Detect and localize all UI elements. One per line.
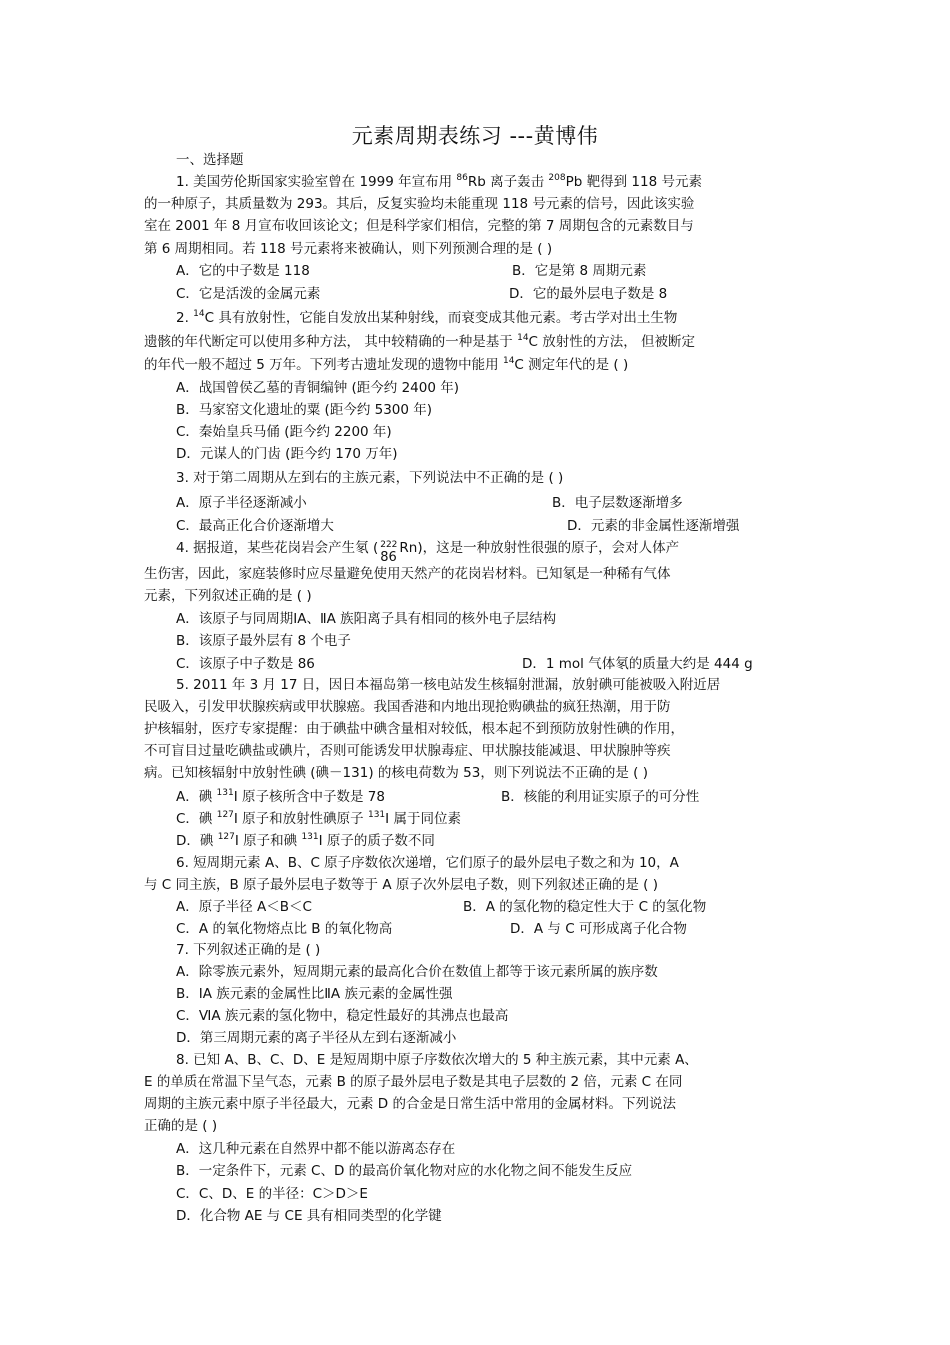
q6-line2: 与 C 同主族，B 原子最外层电子数等于 A 原子次外层电子数，则下列叙述正确的是 ( ) [144, 877, 658, 893]
page-title: 元素周期表练习 ---黄博伟 [351, 124, 599, 148]
q1-line4: 第 6 周期相同。若 118 号元素将来被确认，则下列预测合理的是 ( ) [144, 241, 553, 257]
q1-option-b: B．它是第 8 周期元素 [512, 263, 647, 279]
q5-option-d: D．碘 $^{127}$I 原子和碘 $^{131}$I 原子的质子数不同 [176, 832, 435, 849]
q8-line4: 正确的是 ( ) [144, 1118, 218, 1134]
q4-option-b: B．该原子最外层有 8 个电子 [176, 633, 351, 649]
q8-line3: 周期的主族元素中原子半径最大，元素 D 的合金是日常生活中常用的金属材料。下列说法 [144, 1096, 676, 1112]
q2-line3: 的年代一般不超过 5 万年。下列考古遗址发现的遗物中能用 $^{14}$C 测定年代的是 ( ) [144, 356, 629, 373]
q3-option-c: C．最高正化合价逐渐增大 [176, 518, 334, 534]
q3-line1: 3. 对于第二周期从左到右的主族元素，下列说法中不正确的是 ( ) [176, 470, 564, 486]
q5-option-b: B．核能的利用证实原子的可分性 [501, 789, 700, 805]
q7-option-a: A．除零族元素外，短周期元素的最高化合价在数值上都等于该元素所属的族序数 [176, 964, 658, 980]
q4-option-d: D．1 mol 气体氡的质量大约是 444 g [522, 656, 753, 672]
q1-line2: 的一种原子，其质量数为 293。其后，反复实验均未能重现 118 号元素的信号，因此该实验 [144, 196, 695, 212]
q2-line2: 遗骸的年代断定可以使用多种方法， 其中较精确的一种是基于 $^{14}$C 放射性的方法， 但被断定 [144, 333, 696, 350]
q1-option-d: D．它的最外层电子数是 8 [509, 286, 668, 302]
q6-option-b: B．A 的氢化物的稳定性大于 C 的氢化物 [463, 899, 707, 915]
q4-line3: 元素，下列叙述正确的是 ( ) [144, 588, 312, 604]
q4-option-a: A．该原子与同周期ⅠA、ⅡA 族阳离子具有相同的核外电子层结构 [176, 611, 557, 627]
q2-option-a: A．战国曾侯乙墓的青铜编钟 (距今约 2400 年) [176, 380, 459, 396]
q7-option-c: C．ⅥA 族元素的氢化物中，稳定性最好的其沸点也最高 [176, 1008, 509, 1024]
q5-option-c: C．碘 $^{127}$I 原子和放射性碘原子 $^{131}$I 属于同位素 [176, 810, 461, 827]
q1-line3: 室在 2001 年 8 月宣布收回该论文；但是科学家们相信，完整的第 7 周期包含的元素数目与 [144, 218, 694, 234]
q4-line2: 生伤害，因此，家庭装修时应尽量避免使用天然产的花岗岩材料。已知氡是一种稀有气体 [144, 566, 671, 582]
q8-option-c: C．C、D、E 的半径：C＞D＞E [176, 1186, 368, 1202]
q7-line1: 7. 下列叙述正确的是 ( ) [176, 942, 321, 958]
q4-line1: 4. 据报道，某些花岗岩会产生氡 ( 222 86 Rn)，这是一种放射性很强的原子，会对人体产 [176, 540, 680, 565]
q8-option-a: A．这几种元素在自然界中都不能以游离态存在 [176, 1141, 456, 1157]
q4-option-c: C．该原子中子数是 86 [176, 656, 315, 672]
q6-option-c: C．A 的氧化物熔点比 B 的氧化物高 [176, 921, 393, 937]
q5-line4: 不可盲目过量吃碘盐或碘片，否则可能诱发甲状腺毒症、甲状腺技能减退、甲状腺肿等疾 [144, 743, 671, 759]
radon-nuclide-notation: 222 86 [380, 540, 398, 565]
q7-option-d: D．第三周期元素的离子半径从左到右逐渐减小 [176, 1030, 457, 1046]
q2-option-b: B．马家窑文化遗址的粟 (距今约 5300 年) [176, 402, 433, 418]
q2-option-c: C．秦始皇兵马俑 (距今约 2200 年) [176, 424, 392, 440]
q3-option-b: B．电子层数逐渐增多 [552, 495, 683, 511]
q5-line2: 民吸入，引发甲状腺疾病或甲状腺癌。我国香港和内地出现抢购碘盐的疯狂热潮，用于防 [144, 699, 671, 715]
q7-option-b: B．ⅠA 族元素的金属性比ⅡA 族元素的金属性强 [176, 986, 453, 1002]
q8-line1: 8. 已知 A、B、C、D、E 是短周期中原子序数依次增大的 5 种主族元素，其中元素 A、 [176, 1052, 698, 1068]
q6-option-d: D．A 与 C 可形成离子化合物 [510, 921, 687, 937]
q1-line1: 1. 美国劳伦斯国家实验室曾在 1999 年宣布用 $^{86}$Rb 离子轰击 $^{208}$Pb 靶得到 118 号元素 [176, 173, 702, 190]
q5-line5: 病。已知核辐射中放射性碘 (碘－131) 的核电荷数为 53，则下列说法不正确的是 ( ) [144, 765, 648, 781]
q6-option-a: A．原子半径 A＜B＜C [176, 899, 312, 915]
q3-option-d: D．元素的非金属性逐渐增强 [567, 518, 740, 534]
q2-option-d: D．元谋人的门齿 (距今约 170 万年) [176, 446, 398, 462]
q8-option-b: B．一定条件下，元素 C、D 的最高价氧化物对应的水化物之间不能发生反应 [176, 1163, 633, 1179]
q5-option-a: A．碘 $^{131}$I 原子核所含中子数是 78 [176, 788, 385, 805]
q5-line3: 护核辐射，医疗专家提醒：由于碘盐中碘含量相对较低，根本起不到预防放射性碘的作用， [144, 721, 684, 737]
section-heading: 一、选择题 [176, 152, 244, 168]
q1-option-a: A．它的中子数是 118 [176, 263, 310, 279]
q5-line1: 5. 2011 年 3 月 17 日，因日本福岛第一核电站发生核辐射泄漏，放射碘可能被吸入附近居 [176, 677, 721, 693]
q8-option-d: D．化合物 AE 与 CE 具有相同类型的化学键 [176, 1208, 442, 1224]
q3-option-a: A．原子半径逐渐减小 [176, 495, 307, 511]
q2-line1: 2. $^{14}$C 具有放射性，它能自发放出某种射线，而衰变成其他元素。考古学对出土生物 [176, 309, 678, 326]
q1-option-c: C．它是活泼的金属元素 [176, 286, 321, 302]
q8-line2: E 的单质在常温下呈气态，元素 B 的原子最外层电子数是其电子层数的 2 倍，元素 C 在同 [144, 1074, 683, 1090]
q6-line1: 6. 短周期元素 A、B、C 原子序数依次递增，它们原子的最外层电子数之和为 10，A [176, 855, 679, 871]
